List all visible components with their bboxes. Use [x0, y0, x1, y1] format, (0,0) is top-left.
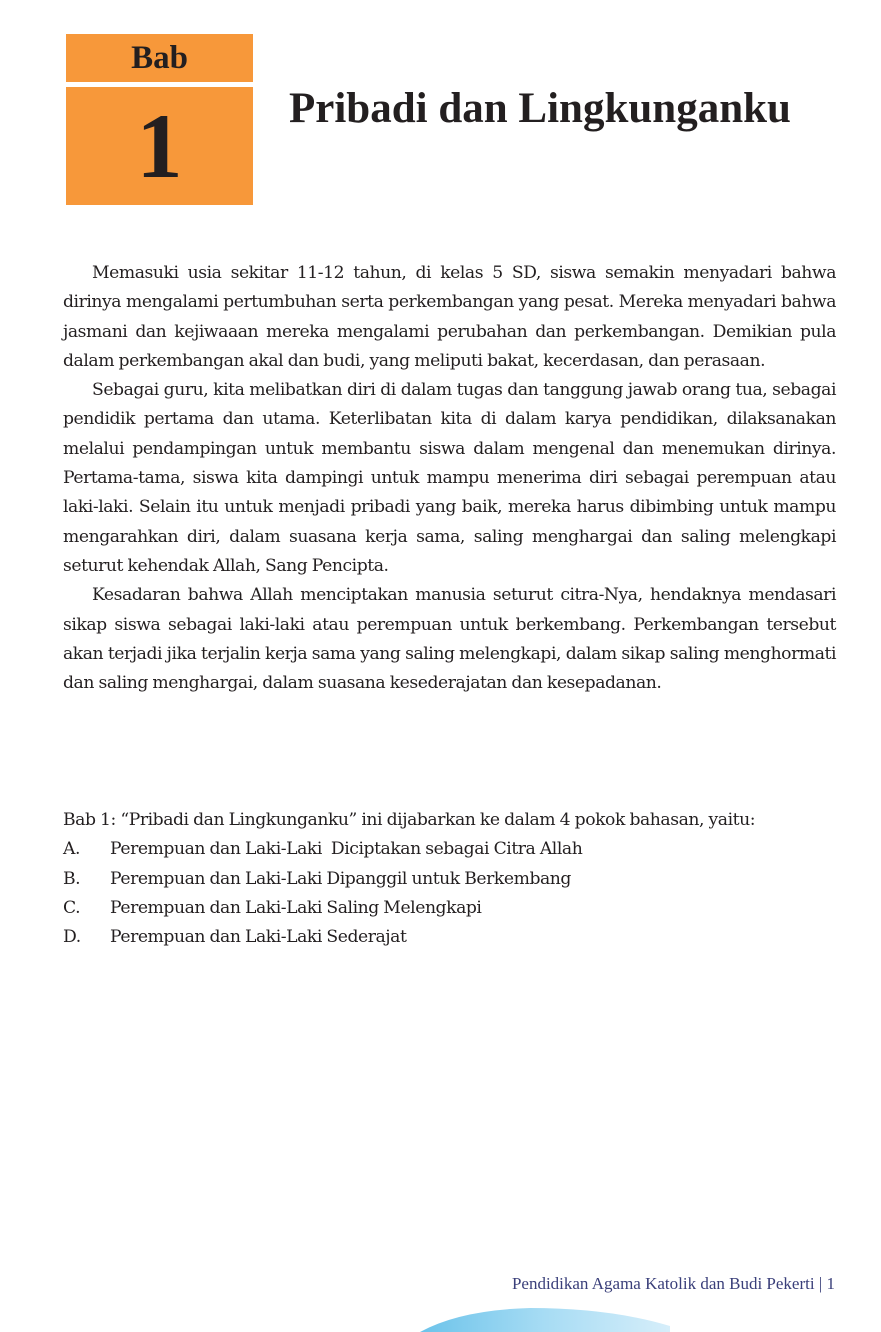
topic-item: [63, 865, 836, 894]
topic-letter: A.: [63, 839, 80, 860]
topic-text: Perempuan dan Laki-Laki Sederajat: [110, 927, 407, 948]
chapter-label: Bab: [131, 39, 188, 76]
topic-letter: B.: [63, 868, 81, 889]
topic-item: [63, 894, 836, 923]
topic-text: Perempuan dan Laki-Laki Saling Melengkapi: [110, 897, 482, 918]
paragraph: Sebagai guru, kita melibatkan diri di dalam tugas dan tanggung jawab orang tua, sebagai pendidik pertama dan utama. Keterlibatan kita di dalam karya pendidikan, dilaksanakan melalui pendampingan untuk membantu siswa dalam mengenal dan menemukan dirinya. Pertama-tama, siswa kita dampingi untuk mampu menerima diri sebagai perempuan atau laki-laki. Selain itu untuk menjadi pribadi yang baik, mereka harus dibimbing untuk mampu mengarahkan diri, dalam suasana kerja sama, saling menghargai dan saling melengkapi seturut kehendak Allah, Sang Pencipta.: [63, 380, 836, 576]
topics-section: [63, 806, 836, 952]
paragraph: Memasuki usia sekitar 11-12 tahun, di kelas 5 SD, siswa semakin menyadari bahwa dirinya mengalami pertumbuhan serta perkembangan yang pesat. Mereka menyadari bahwa jasmani dan kejiwaaan mereka mengalami perubahan dan perkembangan. Demikian pula dalam perkembangan akal dan budi, yang meliputi bakat, kecerdasan, dan perasaan.: [63, 263, 836, 371]
paragraph: Kesadaran bahwa Allah menciptakan manusia seturut citra-Nya, hendaknya mendasari sikap siswa sebagai laki-laki atau perempuan untuk berkembang. Perkembangan tersebut akan terjadi jika terjalin kerja sama yang saling melengkapi, dalam sikap saling menghormati dan saling menghargai, dalam suasana kesederajatan dan kesepadanan.: [63, 585, 836, 694]
footer-book-title: Pendidikan Agama Katolik dan Budi Pekerti: [511, 1274, 815, 1293]
topic-letter: D.: [63, 927, 81, 948]
chapter-label-box: [66, 34, 253, 82]
topics-intro: Bab 1: “Pribadi dan Lingkunganku” ini dijabarkan ke dalam 4 pokok bahasan, yaitu:: [63, 810, 756, 830]
topic-item: [63, 835, 836, 864]
topic-item: [63, 923, 836, 952]
topic-text: Perempuan dan Laki-Laki Dipanggil untuk Berkembang: [110, 868, 571, 889]
topic-text: Perempuan dan Laki-Laki Diciptakan sebagai Citra Allah: [110, 839, 583, 860]
chapter-title: Pribadi dan Lingkunganku: [289, 85, 791, 132]
decorative-wave-icon: [420, 1302, 670, 1332]
topic-letter: C.: [63, 897, 81, 918]
footer-separator: |: [818, 1274, 823, 1293]
chapter-number-box: [66, 87, 253, 205]
chapter-number: 1: [136, 95, 183, 197]
body-text: [63, 259, 836, 698]
page-footer: [512, 1274, 835, 1294]
page-number: 1: [826, 1274, 835, 1293]
